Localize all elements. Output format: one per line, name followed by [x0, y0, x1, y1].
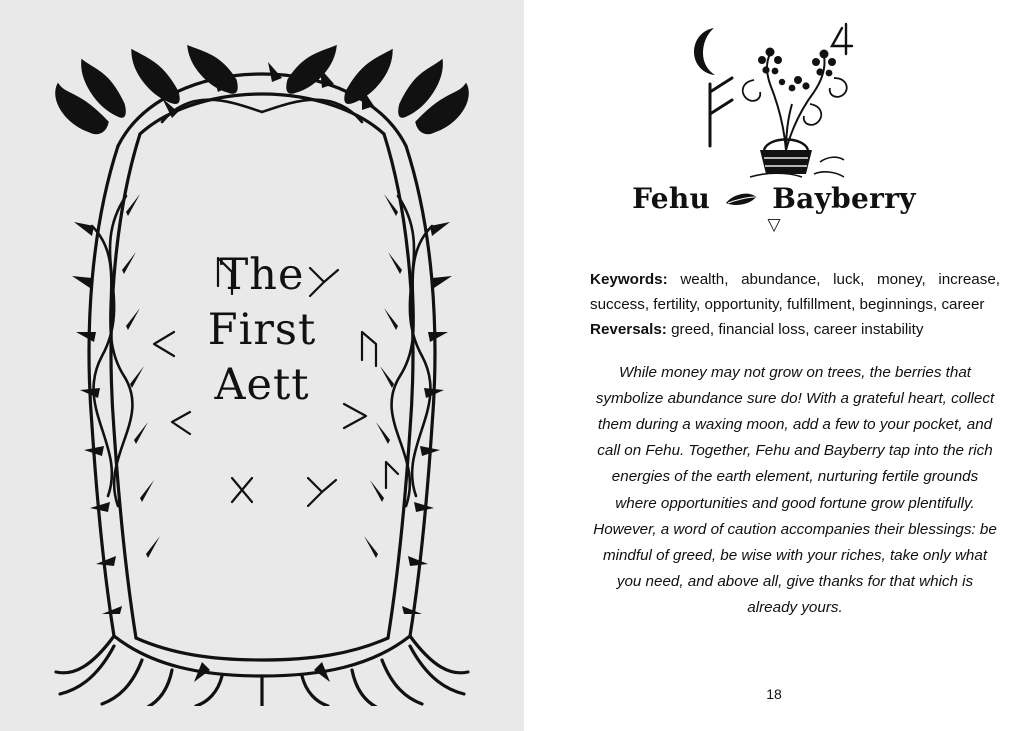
leaf-icon	[724, 191, 758, 207]
page-title-line-1: The	[219, 250, 305, 300]
reversals-label: Reversals:	[590, 321, 672, 339]
keywords-value: wealth, abundance, luck, money, increase, success, fertility, opportunity, fulfillment, beginnings, career	[590, 271, 1000, 313]
keywords-block	[590, 268, 1000, 343]
reversals-paragraph	[590, 318, 1000, 343]
page-number: 18	[766, 686, 782, 702]
entry-description: While money may not grow on trees, the berries that symbolize abundance sure do! With a grateful heart, collect them during a waxing moon, add a few to your pocket, and call on Fehu. Together, Fehu and Bayberry tap into the rich energies of the earth element, nurturing fertile grounds where opportunities and good fortune grow plentifully. However, a word of caution accompanies their blessings: be mindful of greed, be wise with your riches, take only what you need, and above all, give thanks for that which is already yours.	[593, 363, 997, 617]
reversals-value: greed, financial loss, career instability	[671, 321, 924, 339]
rune-name: Fehu	[632, 182, 711, 215]
element-symbol: ▽	[767, 215, 781, 235]
keywords-label: Keywords:	[590, 271, 681, 288]
page-title-line-2: First	[207, 305, 317, 356]
plant-name: Bayberry	[772, 182, 916, 215]
entry-body	[590, 268, 1000, 621]
page-title	[0, 248, 524, 413]
fehu-rune-icon	[710, 78, 732, 146]
page-title-line-3: Aett	[214, 360, 310, 411]
keywords-paragraph	[590, 268, 1000, 317]
entry-heading	[524, 182, 1024, 234]
bayberry-illustration	[524, 14, 1024, 182]
right-page	[524, 0, 1024, 731]
crescent-moon-icon	[694, 28, 715, 75]
